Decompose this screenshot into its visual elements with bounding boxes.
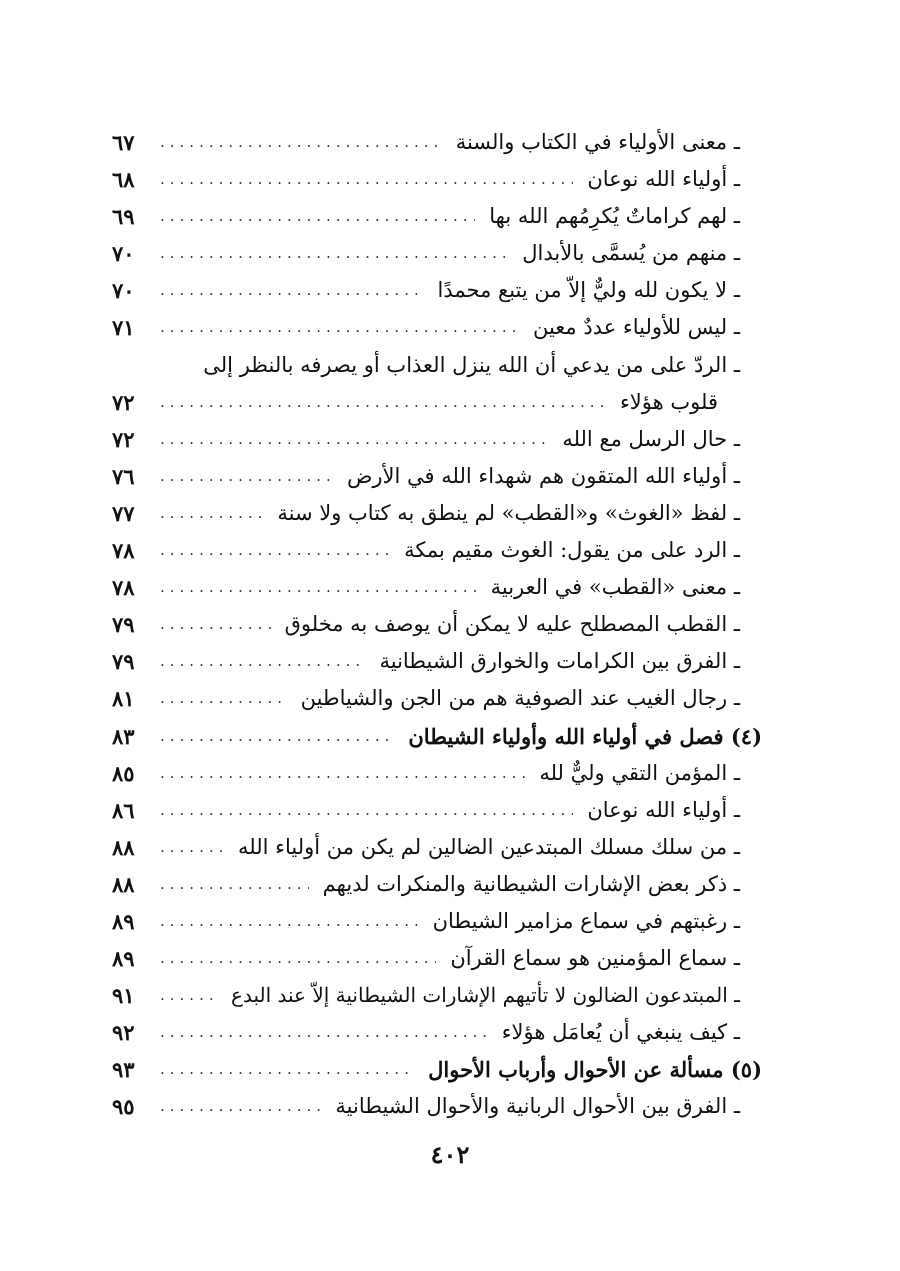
leader-dots <box>160 977 217 1014</box>
toc-entry <box>112 458 762 495</box>
toc-section-heading <box>112 1051 762 1088</box>
toc-section-title: (٤) فصل في أولياء الله وأولياء الشيطان <box>408 723 762 749</box>
leader-dots <box>160 495 263 532</box>
toc-entry-page: ٨٨ <box>112 834 135 860</box>
toc-entry-page: ٧٩ <box>112 612 135 638</box>
toc-entry-title: ـ معنى «القطب» في العربية <box>490 575 740 600</box>
toc-entry-title: ـ الفرق بين الأحوال الربانية والأحوال الشيطانية <box>335 1094 740 1119</box>
leader-dots <box>160 272 424 309</box>
toc-entry-page: ٧٢ <box>112 426 135 452</box>
toc-entry-page: ٧٠ <box>112 241 135 267</box>
leader-dots <box>160 198 475 235</box>
toc-entry-title: ـ لفظ «الغوث» و«القطب» لم ينطق به كتاب ولا سنة <box>277 500 740 525</box>
toc-entry <box>112 198 762 235</box>
page-number: ٤٠٢ <box>430 1140 470 1169</box>
leader-dots <box>160 1014 488 1051</box>
leader-dots <box>160 1088 321 1125</box>
toc-entry <box>112 755 762 792</box>
toc-entry-title: ـ الفرق بين الكرامات والخوارق الشيطانية <box>379 649 740 674</box>
toc-entry-page: ٧٠ <box>112 278 135 304</box>
toc-entry <box>112 643 762 680</box>
toc-entry <box>112 1088 762 1125</box>
leader-dots <box>160 532 390 569</box>
toc-entry <box>112 124 762 161</box>
toc-entry-page: ٨٥ <box>112 760 135 786</box>
toc-entry <box>112 421 762 458</box>
toc-entry-page: ٨٩ <box>112 946 135 972</box>
toc-entry-title: ـ سماع المؤمنين هو سماع القرآن <box>450 946 740 971</box>
toc-entry <box>112 1014 762 1051</box>
toc-entry-page: ٨٣ <box>112 723 135 749</box>
toc-entry-page: ٦٧ <box>112 130 135 155</box>
toc-entry-title: ـ أولياء الله نوعان <box>587 797 740 822</box>
toc-entry <box>112 272 762 309</box>
toc-entry-title-continuation: قلوب هؤلاء <box>619 389 718 414</box>
leader-dots <box>160 903 419 940</box>
leader-dots <box>160 421 548 458</box>
leader-dots <box>160 124 442 161</box>
toc-entry <box>112 829 762 866</box>
toc-entry-title: ـ ليس للأولياء عددٌ معين <box>532 315 740 340</box>
toc-entry-title: ـ لا يكون لله وليٌّ إلاّ من يتبع محمدًا <box>437 278 740 303</box>
leader-dots <box>160 458 333 495</box>
leader-dots <box>160 1051 414 1088</box>
toc-entry <box>112 940 762 977</box>
leader-dots <box>160 718 394 755</box>
toc-entry-page: ٩٣ <box>112 1057 135 1083</box>
toc-entry-line-1 <box>112 347 762 384</box>
table-of-contents <box>112 124 762 1126</box>
toc-entry <box>112 161 762 198</box>
leader-dots <box>160 829 224 866</box>
toc-entry <box>112 569 762 606</box>
toc-entry-title: ـ حال الرسل مع الله <box>562 426 740 451</box>
toc-entry-title: ـ أولياء الله نوعان <box>587 167 740 192</box>
toc-entry <box>112 235 762 272</box>
leader-dots <box>160 680 287 717</box>
toc-entry-page: ٦٩ <box>112 204 135 230</box>
toc-entry-page: ٩١ <box>112 983 135 1009</box>
toc-entry <box>112 977 762 1014</box>
toc-entry-page: ٦٨ <box>112 167 135 193</box>
toc-entry-page: ٧١ <box>112 315 135 341</box>
leader-dots <box>160 309 519 346</box>
leader-dots <box>160 569 477 606</box>
leader-dots <box>160 940 436 977</box>
leader-dots <box>160 643 365 680</box>
toc-entry-page: ٩٥ <box>112 1094 135 1120</box>
leader-dots <box>160 606 271 643</box>
toc-entry <box>112 866 762 903</box>
toc-entry-page: ٧٧ <box>112 500 135 526</box>
toc-entry-title: ـ المؤمن التقي وليٌّ لله <box>539 760 740 785</box>
toc-section-heading <box>112 718 762 755</box>
toc-entry-title: ـ منهم من يُسمَّى بالأبدال <box>522 241 740 266</box>
leader-dots <box>160 792 573 829</box>
toc-entry-title: ـ الرد على من يقول: الغوث مقيم بمكة <box>404 538 740 563</box>
toc-entry-title: ـ معنى الأولياء في الكتاب والسنة <box>455 130 740 154</box>
toc-entry <box>112 903 762 940</box>
toc-entry-title: ـ الردّ على من يدعي أن الله ينزل العذاب أو يصرفه بالنظر إلى <box>203 352 740 377</box>
leader-dots <box>160 161 573 198</box>
toc-entry <box>112 495 762 532</box>
toc-entry-title: ـ القطب المصطلح عليه لا يمكن أن يوصف به مخلوق <box>284 612 740 637</box>
toc-entry-title: ـ المبتدعون الضالون لا تأتيهم الإشارات الشيطانية إلاّ عند البدع <box>231 983 740 1008</box>
leader-dots <box>160 866 309 903</box>
toc-entry-page: ٨١ <box>112 686 135 712</box>
toc-entry-title: ـ من سلك مسلك المبتدعين الضالين لم يكن من أولياء الله <box>238 834 740 859</box>
toc-entry-page: ٧٦ <box>112 463 135 489</box>
toc-entry-title: ـ أولياء الله المتقون هم شهداء الله في الأرض <box>347 463 740 488</box>
leader-dots <box>160 235 508 272</box>
toc-entry-page: ٩٢ <box>112 1020 135 1046</box>
toc-entry-title: ـ لهم كراماتٌ يُكرِمُهم الله بها <box>489 204 740 229</box>
toc-entry-title: ـ ذكر بعض الإشارات الشيطانية والمنكرات لديهم <box>322 871 740 896</box>
toc-entry-title: ـ رغبتهم في سماع مزامير الشيطان <box>432 908 740 933</box>
toc-section-title: (٥) مسألة عن الأحوال وأرباب الأحوال <box>428 1057 762 1083</box>
leader-dots <box>160 384 606 421</box>
toc-entry-page: ٨٨ <box>112 871 135 897</box>
toc-entry <box>112 680 762 717</box>
toc-entry <box>112 792 762 829</box>
toc-entry-line-2 <box>112 384 762 421</box>
toc-entry <box>112 309 762 346</box>
toc-entry-page: ٨٩ <box>112 908 135 934</box>
toc-entry <box>112 606 762 643</box>
toc-entry <box>112 532 762 569</box>
toc-entry-page: ٨٦ <box>112 797 135 823</box>
toc-entry-page: ٧٨ <box>112 538 135 564</box>
toc-entry-page: ٧٩ <box>112 649 135 675</box>
toc-entry-page: ٧٨ <box>112 575 135 601</box>
toc-entry-page: ٧٢ <box>112 389 135 415</box>
toc-entry-title: ـ كيف ينبغي أن يُعامَل هؤلاء <box>501 1020 740 1045</box>
leader-dots <box>160 755 525 792</box>
toc-entry-title: ـ رجال الغيب عند الصوفية هم من الجن والشياطين <box>300 686 740 711</box>
